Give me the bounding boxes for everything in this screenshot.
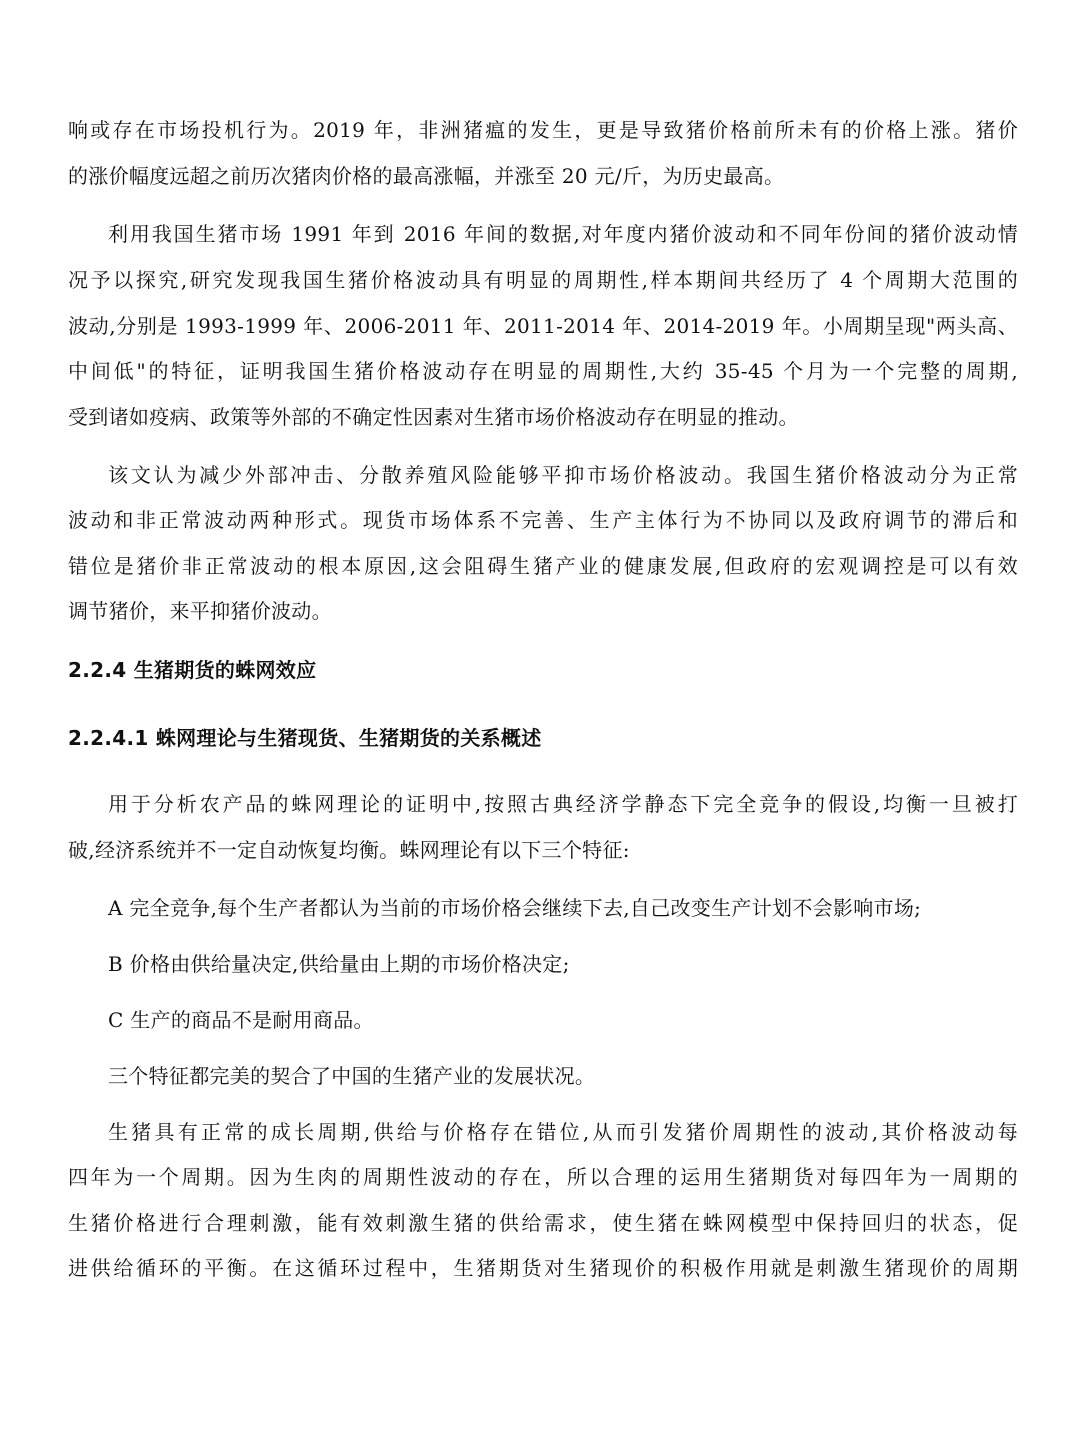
section-heading: 2.2.4 生猪期货的蛛网效应	[68, 658, 317, 682]
paragraph-line: 生猪具有正常的成长周期,供给与价格存在错位,从而引发猪价周期性的波动,其价格波动每	[108, 1120, 1018, 1144]
paragraph-line: 破,经济系统并不一定自动恢复均衡。蛛网理论有以下三个特征:	[68, 838, 630, 862]
paragraph-line: 调节猪价，来平抑猪价波动。	[68, 599, 332, 623]
paragraph-line: 错位是猪价非正常波动的根本原因,这会阻碍生猪产业的健康发展,但政府的宏观调控是可以有效	[68, 554, 1018, 578]
paragraph-line: 波动,分别是 1993-1999 年、2006-2011 年、2011-2014 年、2014-2019 年。小周期呈现"两头高、	[68, 314, 1018, 338]
paragraph-line: 利用我国生猪市场 1991 年到 2016 年间的数据,对年度内猪价波动和不同年份间的猪价波动情	[108, 222, 1018, 246]
list-item: A 完全竞争,每个生产者都认为当前的市场价格会继续下去,自己改变生产计划不会影响市场;	[108, 896, 922, 920]
paragraph-line: 四年为一个周期。因为生肉的周期性波动的存在，所以合理的运用生猪期货对每四年为一周期的	[68, 1165, 1018, 1189]
paragraph-line: 的涨价幅度远超之前历次猪肉价格的最高涨幅，并涨至 20 元/斤，为历史最高。	[68, 164, 785, 188]
paragraph-line: 波动和非正常波动两种形式。现货市场体系不完善、生产主体行为不协同以及政府调节的滞后和	[68, 508, 1018, 532]
paragraph-line: 响或存在市场投机行为。2019 年，非洲猪瘟的发生，更是导致猪价格前所未有的价格上涨。猪价	[68, 118, 1018, 142]
paragraph-line: 生猪价格进行合理刺激，能有效刺激生猪的供给需求，使生猪在蛛网模型中保持回归的状态，促	[68, 1211, 1018, 1235]
paragraph-line: 况予以探究,研究发现我国生猪价格波动具有明显的周期性,样本期间共经历了 4 个周期大范围的	[68, 268, 1018, 292]
subsection-heading: 2.2.4.1 蛛网理论与生猪现货、生猪期货的关系概述	[68, 726, 542, 750]
paragraph-line: 中间低"的特征，证明我国生猪价格波动存在明显的周期性,大约 35-45 个月为一个完整的周期,	[68, 359, 1018, 383]
paragraph-line: 受到诸如疫病、政策等外部的不确定性因素对生猪市场价格波动存在明显的推动。	[68, 405, 799, 429]
list-item: B 价格由供给量决定,供给量由上期的市场价格决定;	[108, 952, 570, 976]
list-item: C 生产的商品不是耐用商品。	[108, 1008, 374, 1032]
paragraph-line: 用于分析农产品的蛛网理论的证明中,按照古典经济学静态下完全竞争的假设,均衡一旦被打	[108, 792, 1018, 816]
paragraph-line: 该文认为减少外部冲击、分散养殖风险能够平抑市场价格波动。我国生猪价格波动分为正常	[108, 463, 1018, 487]
paragraph-line: 进供给循环的平衡。在这循环过程中，生猪期货对生猪现价的积极作用就是刺激生猪现价的周期	[68, 1256, 1018, 1280]
paragraph-line: 三个特征都完美的契合了中国的生猪产业的发展状况。	[108, 1064, 596, 1088]
